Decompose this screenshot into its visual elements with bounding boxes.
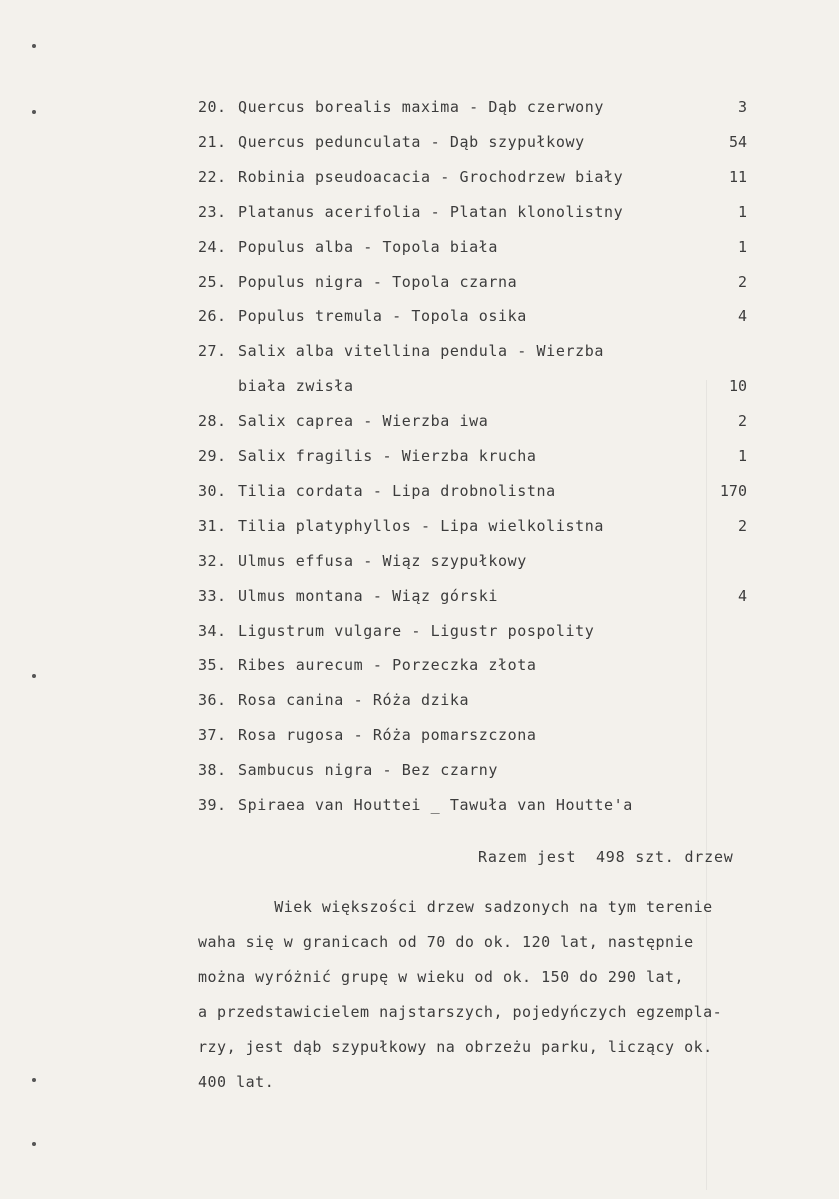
species-name: Populus nigra - Topola czarna xyxy=(238,272,518,291)
item-number: 30. xyxy=(198,481,227,500)
species-name: Quercus borealis maxima - Dąb czerwony xyxy=(238,98,604,116)
species-name: Ligustrum vulgare - Ligustr pospolity xyxy=(238,621,595,640)
list-item xyxy=(0,761,839,785)
item-number: 39. xyxy=(198,796,227,814)
species-name: Rosa canina - Róża dzika xyxy=(238,691,470,710)
item-number: 34. xyxy=(198,621,227,640)
species-name: Platanus acerifolia - Platan klonolistny xyxy=(238,202,624,221)
item-number: 21. xyxy=(198,132,227,151)
list-item xyxy=(0,273,839,297)
list-item xyxy=(0,622,839,646)
paragraph-line: Wiek większości drzew sadzonych na tym terenie xyxy=(198,898,713,916)
tree-count: 4 xyxy=(737,307,747,326)
tree-count: 2 xyxy=(737,412,747,431)
punch-hole-mark xyxy=(32,1078,36,1082)
list-item xyxy=(0,552,839,576)
item-number: 31. xyxy=(198,516,227,535)
item-number: 32. xyxy=(198,551,227,570)
list-item xyxy=(0,168,839,192)
list-item xyxy=(0,517,839,541)
tree-count: 11 xyxy=(728,167,747,186)
item-number: 22. xyxy=(198,167,227,186)
list-item xyxy=(0,98,839,122)
species-name: biała zwisła xyxy=(238,377,354,396)
list-item xyxy=(0,796,839,820)
list-item xyxy=(0,238,839,262)
item-number: 20. xyxy=(198,98,227,116)
item-number: 33. xyxy=(198,586,227,605)
list-item xyxy=(0,133,839,157)
list-item xyxy=(0,691,839,715)
item-number: 37. xyxy=(198,726,227,745)
species-name: Quercus pedunculata - Dąb szypułkowy xyxy=(238,132,585,151)
item-number: 27. xyxy=(198,342,227,361)
tree-count: 1 xyxy=(737,202,747,221)
paragraph-line: rzy, jest dąb szypułkowy na obrzeżu parku, liczący ok. xyxy=(198,1038,713,1056)
species-name: Robinia pseudoacacia - Grochodrzew biały xyxy=(238,167,624,186)
species-name: Ulmus effusa - Wiąz szypułkowy xyxy=(238,551,527,570)
paragraph-line: można wyróżnić grupę w wieku od ok. 150 do 290 lat, xyxy=(198,968,685,986)
list-item xyxy=(0,656,839,680)
species-name: Tilia cordata - Lipa drobnolistna xyxy=(238,481,556,500)
species-name: Populus tremula - Topola osika xyxy=(238,307,527,326)
species-name: Sambucus nigra - Bez czarny xyxy=(238,761,499,780)
item-number: 25. xyxy=(198,272,227,291)
species-name: Populus alba - Topola biała xyxy=(238,237,499,256)
punch-hole-mark xyxy=(32,1142,36,1146)
species-name: Ribes aurecum - Porzeczka złota xyxy=(238,656,537,675)
species-name: Ulmus montana - Wiąz górski xyxy=(238,586,499,605)
list-item xyxy=(0,726,839,750)
species-name: Salix fragilis - Wierzba krucha xyxy=(238,447,537,465)
list-item xyxy=(0,342,839,366)
tree-count: 54 xyxy=(728,132,747,151)
species-name: Rosa rugosa - Róża pomarszczona xyxy=(238,726,537,745)
species-name: Salix caprea - Wierzba iwa xyxy=(238,412,489,431)
species-name: Spiraea van Houttei _ Tawuła van Houtte'a xyxy=(238,796,633,814)
paragraph-line: 400 lat. xyxy=(198,1073,275,1091)
tree-count: 3 xyxy=(737,98,747,116)
item-number: 38. xyxy=(198,761,227,780)
tree-count: 1 xyxy=(737,237,747,256)
item-number: 23. xyxy=(198,202,227,221)
item-number: 26. xyxy=(198,307,227,326)
list-item xyxy=(0,307,839,331)
punch-hole-mark xyxy=(32,44,36,48)
tree-count: 170 xyxy=(719,481,747,500)
list-item xyxy=(0,203,839,227)
total-line: Razem jest 498 szt. drzew xyxy=(478,848,734,866)
species-name: Salix alba vitellina pendula - Wierzba xyxy=(238,342,604,361)
list-item xyxy=(0,412,839,436)
paragraph-line: a przedstawicielem najstarszych, pojedyńczych egzempla- xyxy=(198,1003,723,1021)
list-item xyxy=(0,587,839,611)
item-number: 36. xyxy=(198,691,227,710)
age-paragraph xyxy=(198,898,778,1108)
item-number: 28. xyxy=(198,412,227,431)
species-name: Tilia platyphyllos - Lipa wielkolistna xyxy=(238,516,604,535)
list-item xyxy=(0,377,839,401)
list-item xyxy=(0,482,839,506)
tree-count: 10 xyxy=(728,377,747,396)
list-item xyxy=(0,447,839,471)
item-number: 24. xyxy=(198,237,227,256)
tree-count: 2 xyxy=(737,272,747,291)
item-number: 35. xyxy=(198,656,227,675)
paragraph-line: waha się w granicach od 70 do ok. 120 lat, następnie xyxy=(198,933,694,951)
tree-count: 4 xyxy=(737,586,747,605)
tree-count: 2 xyxy=(737,516,747,535)
tree-count: 1 xyxy=(737,447,747,465)
item-number: 29. xyxy=(198,447,227,465)
